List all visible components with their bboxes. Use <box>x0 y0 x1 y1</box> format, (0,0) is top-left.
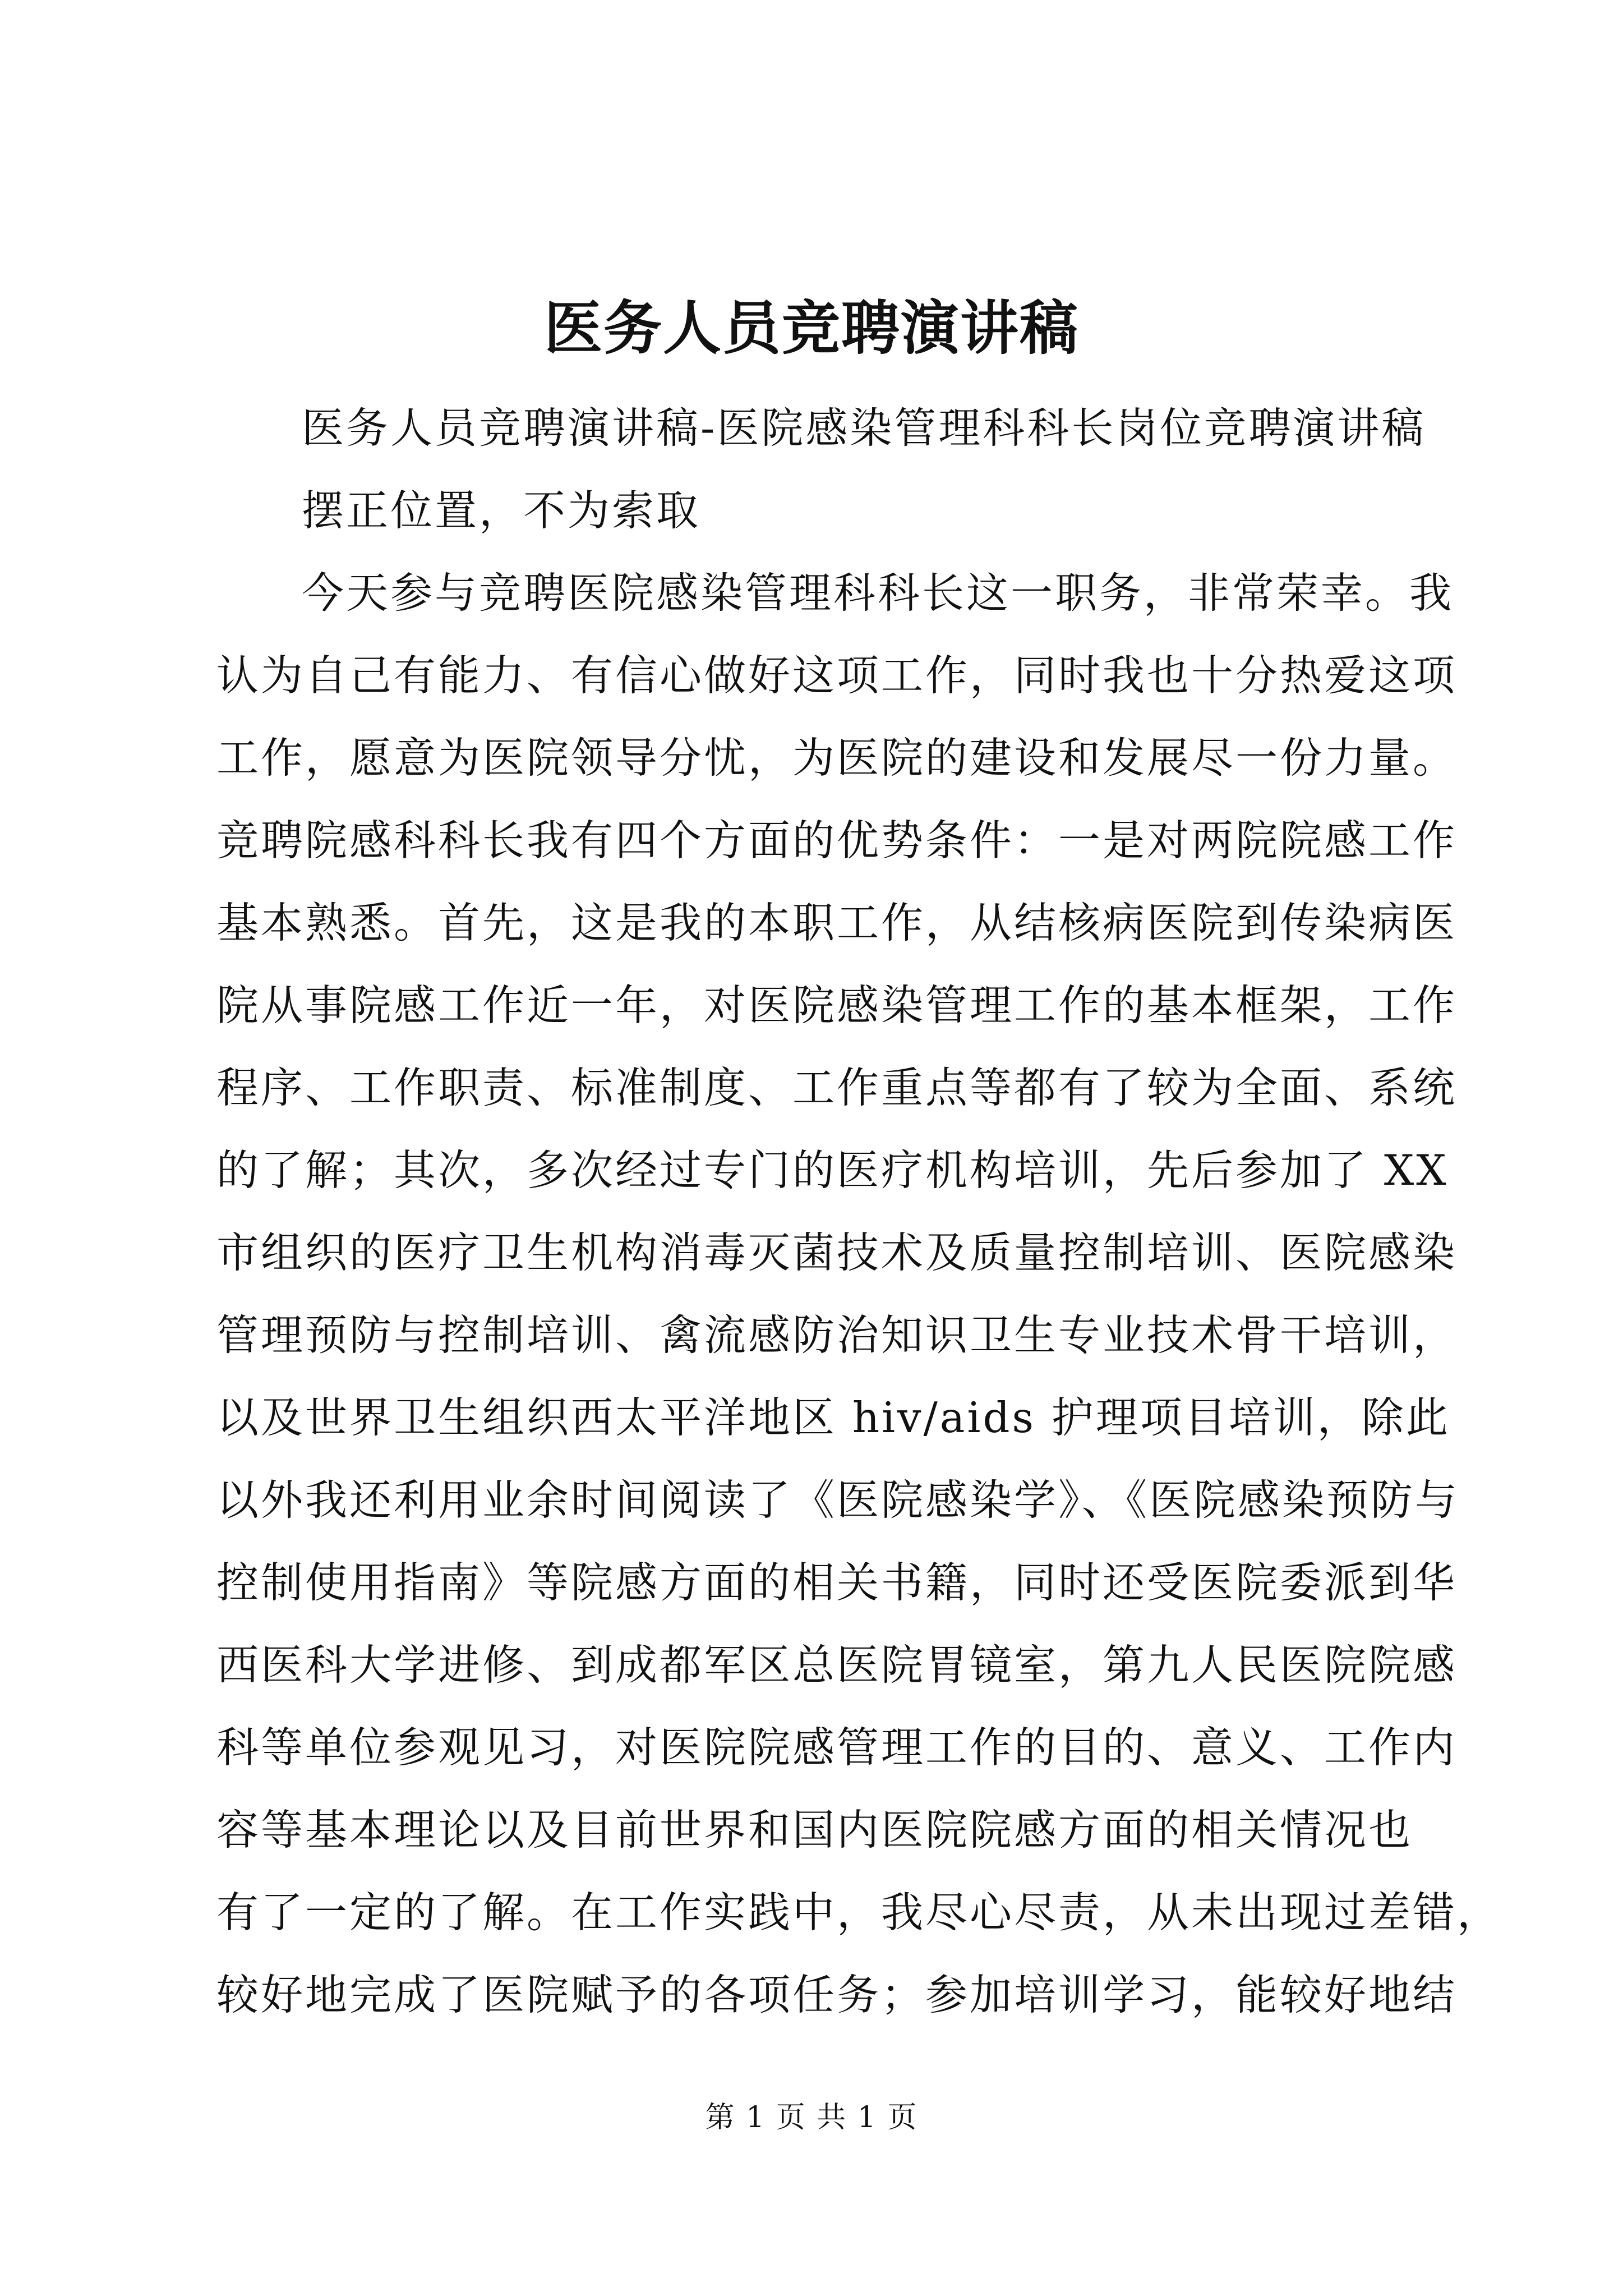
body-line-17: 科等单位参观见习，对医院院感管理工作的目的、意义、工作内 <box>216 1723 1458 1772</box>
document-title: 医务人员竞聘演讲稿 <box>543 293 1079 362</box>
body-line-3: 今天参与竞聘医院感染管理科科长这一职务，非常荣幸。我 <box>302 568 1454 618</box>
body-line-20: 较好地完成了医院赋予的各项任务；参加培训学习，能较好地结 <box>216 1970 1458 2019</box>
body-line-15: 控制使用指南》等院感方面的相关书籍，同时还受医院委派到华 <box>216 1558 1458 1607</box>
body-line-11: 市组织的医疗卫生机构消毒灭菌技术及质量控制培训、医院感染 <box>216 1228 1458 1277</box>
body-line-14: 以外我还利用业余时间阅读了《医院感染学》、《医院感染预防与 <box>216 1475 1460 1525</box>
body-line-18: 容等基本理论以及目前世界和国内医院院感方面的相关情况也 <box>216 1805 1413 1855</box>
body-line-6: 竞聘院感科科长我有四个方面的优势条件：一是对两院院感工作 <box>216 816 1458 865</box>
body-line-13: 以及世界卫生组织西太平洋地区 hiv/aids 护理项目培训，除此 <box>216 1393 1450 1442</box>
document-body <box>216 387 1502 2036</box>
body-line-12: 管理预防与控制培训、禽流感防治知识卫生专业技术骨干培训， <box>216 1310 1458 1360</box>
body-line-10: 的了解；其次，多次经过专门的医疗机构培训，先后参加了 XX <box>216 1145 1449 1195</box>
body-line-7: 基本熟悉。首先，这是我的本职工作，从结核病医院到传染病医 <box>216 898 1458 947</box>
body-line-19: 有了一定的了解。在工作实践中，我尽心尽责，从未出现过差错， <box>216 1888 1502 1937</box>
body-line-1: 医务人员竞聘演讲稿-医院感染管理科科长岗位竞聘演讲稿 <box>302 403 1426 453</box>
body-line-8: 院从事院感工作近一年，对医院感染管理工作的基本框架，工作 <box>216 981 1458 1030</box>
body-line-16: 西医科大学进修、到成都军区总医院胃镜室，第九人民医院院感 <box>216 1640 1458 1690</box>
body-line-5: 工作，愿意为医院领导分忧，为医院的建设和发展尽一份力量。 <box>216 733 1458 783</box>
body-line-4: 认为自己有能力、有信心做好这项工作，同时我也十分热爱这项 <box>216 651 1458 700</box>
body-line-2: 摆正位置，不为索取 <box>302 486 701 535</box>
body-line-9: 程序、工作职责、标准制度、工作重点等都有了较为全面、系统 <box>216 1063 1458 1112</box>
page-footer: 第 1 页 共 1 页 <box>705 2101 918 2134</box>
